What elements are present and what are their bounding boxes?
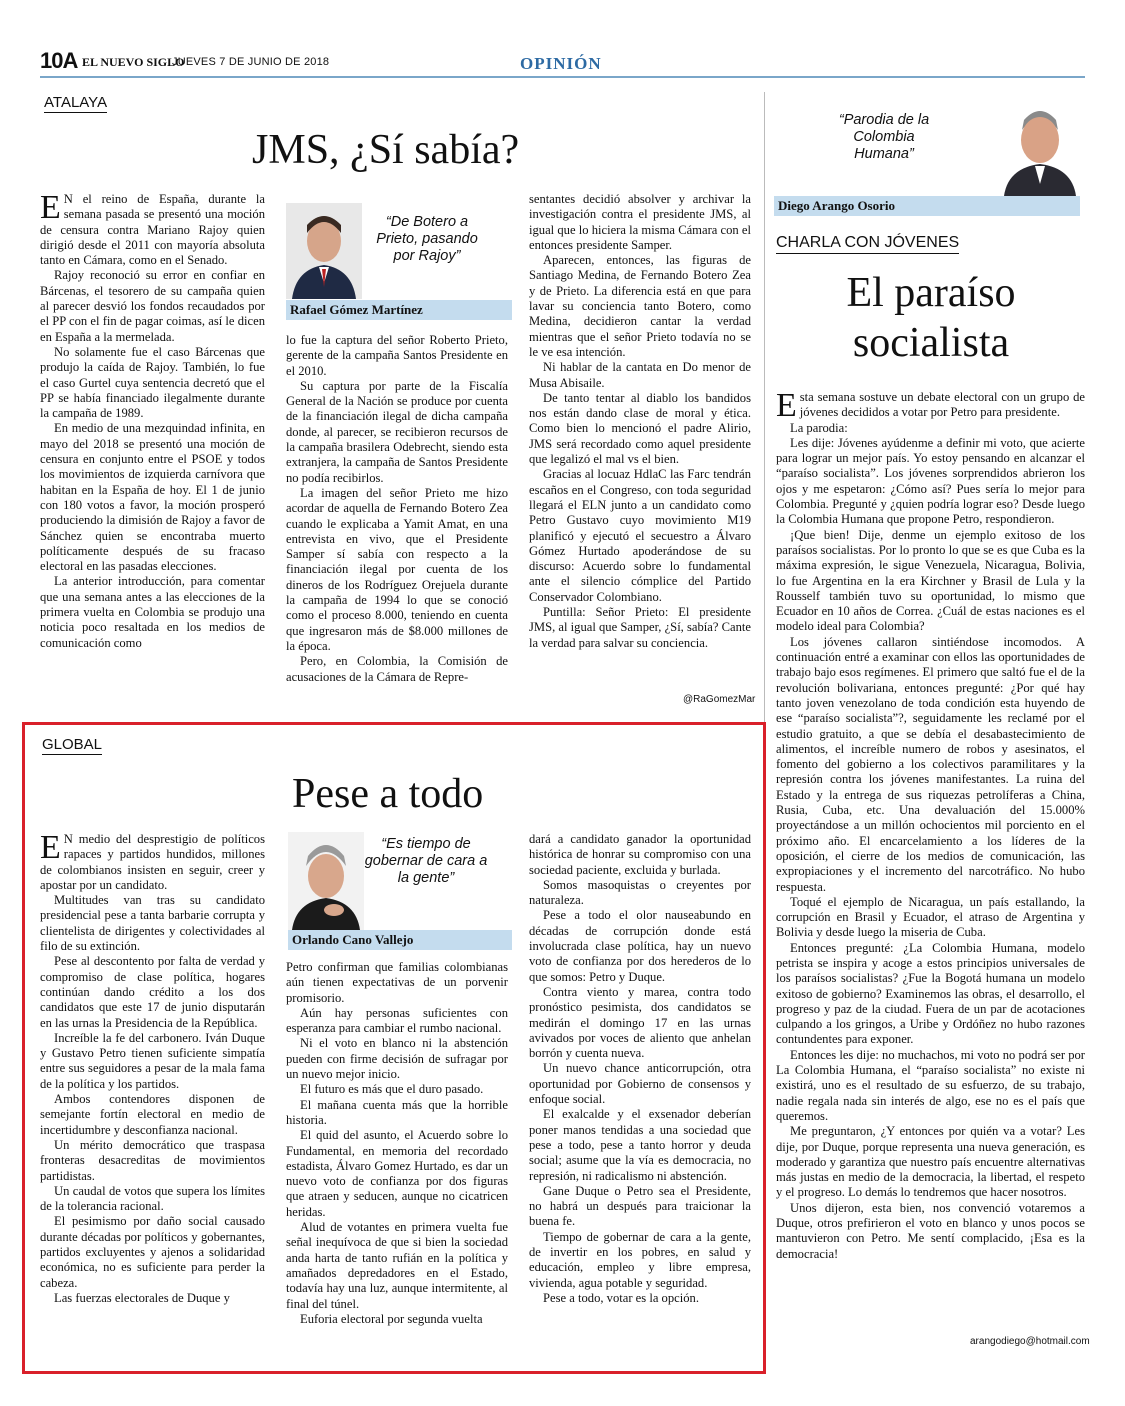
charla-column xyxy=(776,387,1085,1262)
paragraph: Un caudal de votos que supera los límites de la tolerancia racional. xyxy=(40,1183,265,1214)
global-column-3 xyxy=(529,832,751,1306)
paragraph: Petro confirman que familias colombianas aún tienen expectativas de un porvenir promisorio. xyxy=(286,960,508,1005)
author-photo-cano xyxy=(288,832,364,930)
paragraph: La parodia: xyxy=(790,420,848,435)
paragraph: Aparecen, entonces, las figuras de Santiago Medina, de Fernando Botero Zea y de Prieto. La diferencia está en que para lavar su conciencia tanto Botero, como Medina, decidieron cantar la verdad mientras que el señor Prieto todavía no se le ve esa intención. xyxy=(529,253,751,359)
paragraph: Increíble la fe del carbonero. Iván Duque y Gustavo Petro tienen suficiente simpatía entre sus seguidores a pesar de la mala fama de la política y los partidos. xyxy=(40,1030,265,1091)
atalaya-author: Rafael Gómez Martínez xyxy=(286,300,512,320)
paragraph: El exalcalde y el exsenador deberían poner manos tendidas a una sociedad que pese a todo, pese a tanto horror y deuda social; asume que la vía es democracia, no represión, ni radicalismo ni abstención. xyxy=(529,1107,751,1183)
paragraph: Puntilla: Señor Prieto: El presidente JMS, al igual que Samper, ¿Sí, sabía? Cante la verdad para salvar su conciencia. xyxy=(529,605,751,650)
paragraph: Alud de votantes en primera vuelta fue señal inequívoca de que si bien la sociedad anda harta de tanto rufián en la política y amañados depredadores en el Estado, todavía hay una luz, aunque intermitente, al final del túnel. xyxy=(286,1220,508,1311)
paragraph: Gane Duque o Petro sea el Presidente, no habrá un después para traicionar la buena fe. xyxy=(529,1183,751,1229)
atalaya-column-2 xyxy=(286,333,508,685)
paragraph: El mañana cuenta más que la horrible historia. xyxy=(286,1097,508,1127)
paragraph: Pese al descontento por falta de verdad y compromiso de clase política, hogares continúan dando crédito a los dos candidatos que este 17 de junio disputarán en las urnas la Presidencia de la República. xyxy=(40,954,265,1030)
paragraph: Aún hay personas suficientes con esperanza para cambiar el rumbo nacional. xyxy=(286,1005,508,1036)
paragraph: Contra viento y marea, contra todo pronóstico pesimista, dos candidatos se medirán el domingo 17 en las urnas avivados por voces de aliento que anhelan borrón y cuenta nueva. xyxy=(529,984,751,1061)
atalaya-kicker: ATALAYA xyxy=(44,94,108,111)
paragraph: Ni hablar de la cantata en Do menor de Musa Abisaile. xyxy=(529,360,751,390)
paragraph: Ni el voto en blanco ni la abstención pueden con firme decisión de sufragar por un nuevo mejor inicio. xyxy=(286,1036,508,1082)
global-pullquote: “Es tiempo de gobernar de cara a la gente” xyxy=(364,836,488,886)
paragraph: Me preguntaron, ¿Y entonces por quién va a votar? Les dije, por Duque, porque representa una nueva generación, es moderado y garantiza que nuestro país encuentre alternativas más justas en medio de la democracia, la libertad, el respeto y el progreso. Lo demás lo tendremos que hacer nosotros. xyxy=(776,1124,1085,1200)
paragraph: Un mérito democrático que traspasa fronteras desacreditas de movimientos partidistas. xyxy=(40,1137,265,1183)
paragraph: dará a candidato ganador la oportunidad histórica de honrar su compromiso con una sociedad paciente, excluida y burlada. xyxy=(529,832,751,877)
atalaya-headline: JMS, ¿Sí sabía? xyxy=(252,127,520,173)
paragraph: Toqué el ejemplo de Nicaragua, un país estallando, la corrupción en Brasil y Ecuador, el atraso de Argentina y Bolivia y desde luego la miseria de Cuba. xyxy=(776,894,1085,940)
paragraph: De tanto tentar al diablo los bandidos nos están dando clase de moral y ética. Como bien lo mencionó el padre Alirio, JMS será recordado como aquel presidente que legalizó el mal vs el bien. xyxy=(529,390,751,467)
paragraph: Su captura por parte de la Fiscalía General de la Nación se produce por cuenta de la financiación ilegal de dicha campaña donde, al parecer, se recibieron recursos de la campaña brasilera Odebrecht, siendo esta extranjera, la campaña de Santos Presidente no podía recibirlos. xyxy=(286,378,508,485)
global-lead: N medio del desprestigio de políticos rapaces y partidos hundidos, millones de colombianos insisten en seguir, creer y apostar por un candidato. xyxy=(40,832,265,892)
issue-date: JUEVES 7 DE JUNIO DE 2018 xyxy=(172,56,330,68)
global-author: Orlando Cano Vallejo xyxy=(288,930,512,950)
paragraph: Multitudes van tras su candidato presidencial pese a tanta barbarie corrupta y clientelista de dirigentes y colectividades al filo de su extinción. xyxy=(40,893,265,954)
paragraph: ¡Que bien! Dije, denme un ejemplo exitoso de los paraísos socialistas. Por lo pronto lo que se es que Cuba es la máxima expresión, le sigue Venezuela, Nicaragua, Bolivia, lo fue Argentina en la era Kirchner y Brasil de Lula y la Rousself también tuvo su oportunidad, lo mismo que Ecuador en 10 años de Correa. ¿Cuál de estas naciones es el modelo ideal para Colombia? xyxy=(776,527,1085,634)
paragraph: Las fuerzas electorales de Duque y xyxy=(54,1290,230,1305)
atalaya-lead: N el reino de España, durante la semana pasada se presentó una moción de censura contra Mariano Rajoy quien dirigió desde el 2011 con mayoría absoluta tanto en Cámara, como en el Senado. xyxy=(40,192,265,268)
paragraph: Gracias al locuaz HdlaC las Farc tendrán escaños en el Congreso, con toda seguridad llegará el ELN junto a un candidato como Petro Gustavo cuyo movimiento M19 planificó y ejecutó el secuestro a Álvaro Gómez Hurtado apoderándose de su discurso: Acuerdo sobre lo fundamental ante el silencio cómplice del Partido Conservador Colombiano. xyxy=(529,467,751,604)
page-number: 10A xyxy=(40,48,78,73)
paragraph: sentantes decidió absolver y archivar la investigación contra el presidente JMS, al igual que lo hiciera la misma Cámara con el entonces presidente Samper. xyxy=(529,192,751,252)
charla-lead: sta semana sostuve un debate electoral con un grupo de jóvenes decididos a votar por Petro para presidente. xyxy=(799,390,1085,420)
paragraph: Pese a todo, votar es la opción. xyxy=(543,1290,699,1305)
atalaya-column-1 xyxy=(40,189,265,651)
paragraph: Somos masoquistas o creyentes por naturaleza. xyxy=(529,877,751,908)
atalaya-author-handle: @RaGomezMar xyxy=(683,694,756,705)
paragraph: El pesimismo por daño social causado durante décadas por políticos y gobernantes, partidos excluyentes y ajenos a solidaridad económica, no es suficiente para perder la cabeza. xyxy=(40,1214,265,1290)
paragraph: lo fue la captura del señor Roberto Prieto, gerente de la campaña Santos Presidente en el 2010. xyxy=(286,333,508,378)
paragraph: Euforia electoral por segunda vuelta xyxy=(300,1311,483,1326)
author-photo-gomez xyxy=(286,203,362,299)
paragraph: Entonces pregunté: ¿La Colombia Humana, modelo petrista se inspira y acoge a estos principios universales de los paraísos socialistas? ¿Fue la Bogotá humana un modelo exitoso de gobierno? Examinemos las obras, el desarrollo, el progreso y paz de la ciudad. Fuera de un par de acotaciones culpando a los gringos, a Uribe y Ordóñez no hubo razones contundentes para exponer. xyxy=(776,940,1085,1047)
paragraph: Entonces les dije: no muchachos, mi voto no podrá ser por La Colombia Humana, el “paraíso socialista” no existe ni existirá, uno es el resultado de su esfuerzo, de su trabajo, nadie regala nada sin interés de algo, ese no es el país que queremos. xyxy=(776,1047,1085,1123)
atalaya-column-3 xyxy=(529,192,751,651)
charla-headline: El paraíso socialista xyxy=(846,270,1016,366)
paragraph: Los jóvenes callaron sintiéndose incomodos. A continuación entré a examinar con ellos las oportunidades de trabajo bajo esos regímenes. El primero que saltó fue el de la revolución bolivariana, entonces pregunté: ¿Por qué hay tanto joven venezolano de toda condición esta huyendo de ese “paraíso socialista”?, seguidamente les reclamé por el estudio gratuito, a que se debía el desabastecimiento de alimentos, el increíble numero de robos y asesinatos, el fomento del gobierno a los colectivos paramilitares y la represión contra los jóvenes manifestantes. La ruina del Estado y la entrega de sus riquezas petrolíferas a China, Rusia, Cuba, etc. Una devaluación del 15.000% proyectándose a un millón ochocientos mil porciento en el próximo año. El encarcelamiento a los líderes de la oposición, el cierre de los medios de comunicación, las expropiaciones y el incremento del narcotráfico. No hubo respuesta. xyxy=(776,634,1085,894)
masthead-rule xyxy=(40,76,1085,78)
paragraph: Pero, en Colombia, la Comisión de acusaciones de la Cámara de Repre- xyxy=(286,654,508,684)
charla-author-email: arangodiego@hotmail.com xyxy=(970,1336,1090,1347)
global-headline: Pese a todo xyxy=(292,771,484,817)
paper-name: EL NUEVO SIGLO xyxy=(82,55,185,69)
author-photo-arango xyxy=(998,96,1082,196)
paragraph: No solamente fue el caso Bárcenas que produjo la caída de Rajoy. También, lo fue el caso Gurtel cuya sentencia decretó que el PP se había financiado ilegalmente durante la campaña de 1989. xyxy=(40,344,265,421)
global-kicker: GLOBAL xyxy=(42,736,103,753)
paragraph: Ambos contendores disponen de semejante fortín electoral en medio de incertidumbre y desconfianza nacional. xyxy=(40,1092,265,1137)
paragraph: Rajoy reconoció su error en confiar en Bárcenas, el tesorero de su campaña quien al parecer desvió los fondos recaudados por el PP con el fin de pagar coimas, así le dicen en España a la mermelada. xyxy=(40,268,265,344)
atalaya-dropcap: E xyxy=(40,189,61,226)
charla-pullquote: “Parodia de la Colombia Humana” xyxy=(838,112,930,162)
paragraph: Tiempo de gobernar de cara a la gente, de invertir en los pobres, en salud y educación, empleo y libre empresa, vivienda, agua potable y seguridad. xyxy=(529,1229,751,1290)
portrait-icon xyxy=(288,832,364,930)
section-title: OPINIÓN xyxy=(520,54,602,73)
global-dropcap: E xyxy=(40,829,61,866)
paragraph: En medio de una mezquindad infinita, en mayo del 2018 se presentó una moción de censura en conjunto entre el PSOE y todos los movimientos de izquierda carnívora que habitan en la España de hoy. El 1 de junio con 180 votos a favor, la moción prosperó produciendo la dimisión de Rajoy a favor de Sánchez quien se encontraba muerto políticamente después de su fracaso electoral en las pasadas elecciones. xyxy=(40,421,265,574)
atalaya-pullquote: “De Botero a Prieto, pasando por Rajoy” xyxy=(376,214,478,264)
paragraph: Pese a todo el olor nauseabundo en décadas de corrupción donde está involucrada clase política, hay un nuevo voto de confianza por dos herederos de lo que somos: Petro y Duque. xyxy=(529,908,751,984)
portrait-icon xyxy=(998,96,1082,196)
paragraph: El futuro es más que el duro pasado. xyxy=(300,1082,484,1097)
charla-kicker: CHARLA CON JÓVENES xyxy=(776,234,959,254)
global-column-2 xyxy=(286,960,508,1327)
charla-author: Diego Arango Osorio xyxy=(774,196,1080,216)
paragraph: El quid del asunto, el Acuerdo sobre lo Fundamental, en memoria del recordado estadista, Álvaro Gomez Hurtado, es dar un nuevo voto de confianza por dos figuras que atraen y seducen, aunque no cicatricen heridas. xyxy=(286,1128,508,1219)
paragraph: Les dije: Jóvenes ayúdenme a definir mi voto, que acierte para lograr un mejor país. Yo estoy pensando en alcanzar el “paraíso socialista”. Los jóvenes sorprendidos abrieron los ojos y me espetaron: ¿Cómo así? Pues sería lo mejor para Colombia. Pregunté y ¿quien podría lograr eso? Desde luego la Colombia Humana que propone Petro, respondieron. xyxy=(776,435,1085,527)
paragraph: La imagen del señor Prieto me hizo acordar de aquella de Fernando Botero Zea cuando le explicaba a Yamit Amat, en una entrevista en vivo, que el Presidente Samper sí sabía con respecto a la financiación ilegal por cuenta de los dineros de los Rodríguez Orejuela durante la campaña de 1994 lo que se conoció como el proceso 8.000, teniendo en cuenta que ingresaron más de $8.000 millones de la época. xyxy=(286,485,508,653)
global-column-1 xyxy=(40,829,265,1306)
paragraph: La anterior introducción, para comentar que una semana antes a las elecciones de la primera vuelta en Colombia se produjo una noticia poco resaltada en los medios de comunicación como xyxy=(40,574,265,650)
paragraph: Un nuevo chance anticorrupción, otra oportunidad por Gobierno de consensos y enfoque social. xyxy=(529,1061,751,1107)
paragraph: Unos dijeron, esta bien, nos convenció votaremos a Duque, otros prefirieron el voto en blanco y unos pocos se mantuvieron con Petro. Me sentí complacido, ¡Esa es la democracia! xyxy=(776,1200,1085,1261)
portrait-icon xyxy=(286,203,362,299)
charla-dropcap: E xyxy=(776,387,797,424)
